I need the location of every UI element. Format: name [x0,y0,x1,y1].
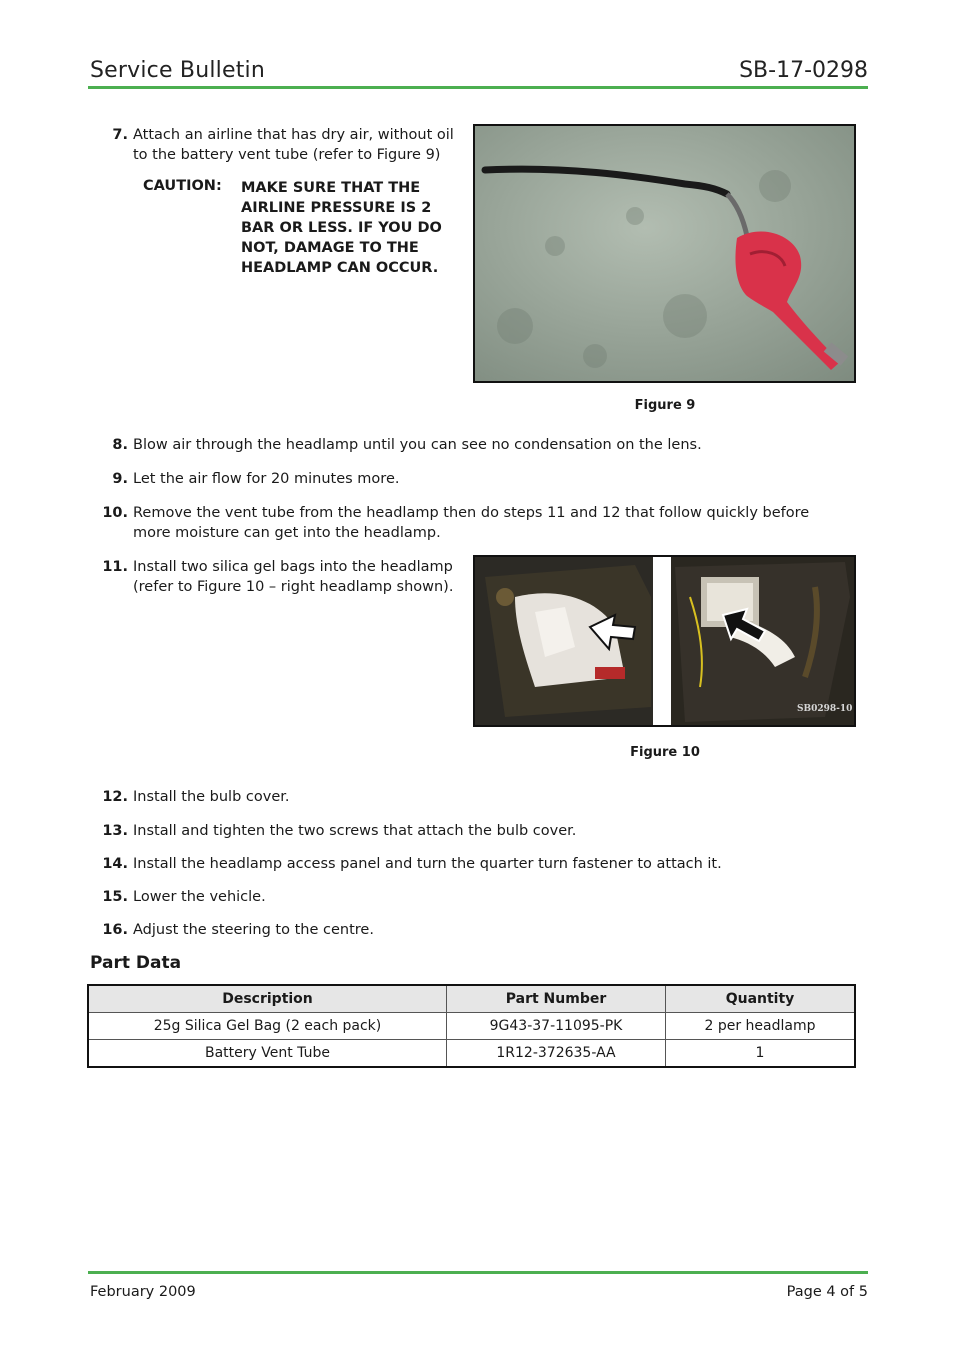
step-number: 8. [112,437,128,453]
step-number: 7. [112,127,128,143]
table-row [88,1040,855,1068]
step-text: Lower the vehicle. [133,889,266,905]
step-text: Adjust the steering to the centre. [133,922,374,938]
step-number: 13. [102,823,128,839]
table-cell: 1 [666,1040,856,1068]
step-number: 15. [102,889,128,905]
part-data-table [87,984,856,1068]
table-cell: 1R12-372635-AA [447,1040,666,1068]
step-text: Install and tighten the two screws that attach the bulb cover. [133,823,577,839]
caution-label: CAUTION: [143,178,222,194]
step-text: Remove the vent tube from the headlamp then do steps 11 and 12 that follow quickly before more moisture can get into the headlamp. [133,505,810,541]
column-header: Quantity [666,985,856,1013]
figure-9-caption: Figure 9 [634,398,696,413]
headlamp-photo-icon [475,557,854,725]
caution-text: MAKE SURE THAT THE AIRLINE PRESSURE IS 2 BAR OR LESS. IF YOU DO NOT, DAMAGE TO THE HEADLAMP CAN OCCUR. [241,180,442,276]
footer-rule [88,1271,868,1274]
step-text: Install two silica gel bags into the headlamp (refer to Figure 10 – right headlamp shown). [133,559,454,595]
step-number: 16. [102,922,128,938]
bulletin-code: SB-17-0298 [739,58,868,83]
figure-stamp: SB0298-10 [797,704,853,714]
table-cell: 25g Silica Gel Bag (2 each pack) [88,1013,447,1040]
step-number: 12. [102,789,128,805]
footer-page-number: Page 4 of 5 [786,1284,868,1300]
step-text: Attach an airline that has dry air, without oil to the battery vent tube (refer to Figure 9) [133,127,454,163]
step-number: 14. [102,856,128,872]
part-data-heading: Part Data [90,953,182,973]
step-text: Install the headlamp access panel and turn the quarter turn fastener to attach it. [133,856,722,872]
footer-date: February 2009 [90,1284,196,1300]
figure-9-photo [473,124,856,383]
airgun-photo-icon [475,126,854,381]
step-text: Install the bulb cover. [133,789,290,805]
step-number: 9. [112,471,128,487]
step-text: Let the air flow for 20 minutes more. [133,471,400,487]
header-rule [88,86,868,89]
figure-10-caption: Figure 10 [630,745,700,760]
column-header: Description [88,985,447,1013]
bulletin-title: Service Bulletin [90,58,265,83]
step-text: Blow air through the headlamp until you can see no condensation on the lens. [133,437,702,453]
table-cell: Battery Vent Tube [88,1040,447,1068]
table-header-row [88,985,855,1013]
table-cell: 2 per headlamp [666,1013,856,1040]
figure-10-photo [473,555,856,727]
step-number: 11. [102,559,128,575]
table-cell: 9G43-37-11095-PK [447,1013,666,1040]
table-row [88,1013,855,1040]
column-header: Part Number [447,985,666,1013]
step-number: 10. [102,505,128,521]
